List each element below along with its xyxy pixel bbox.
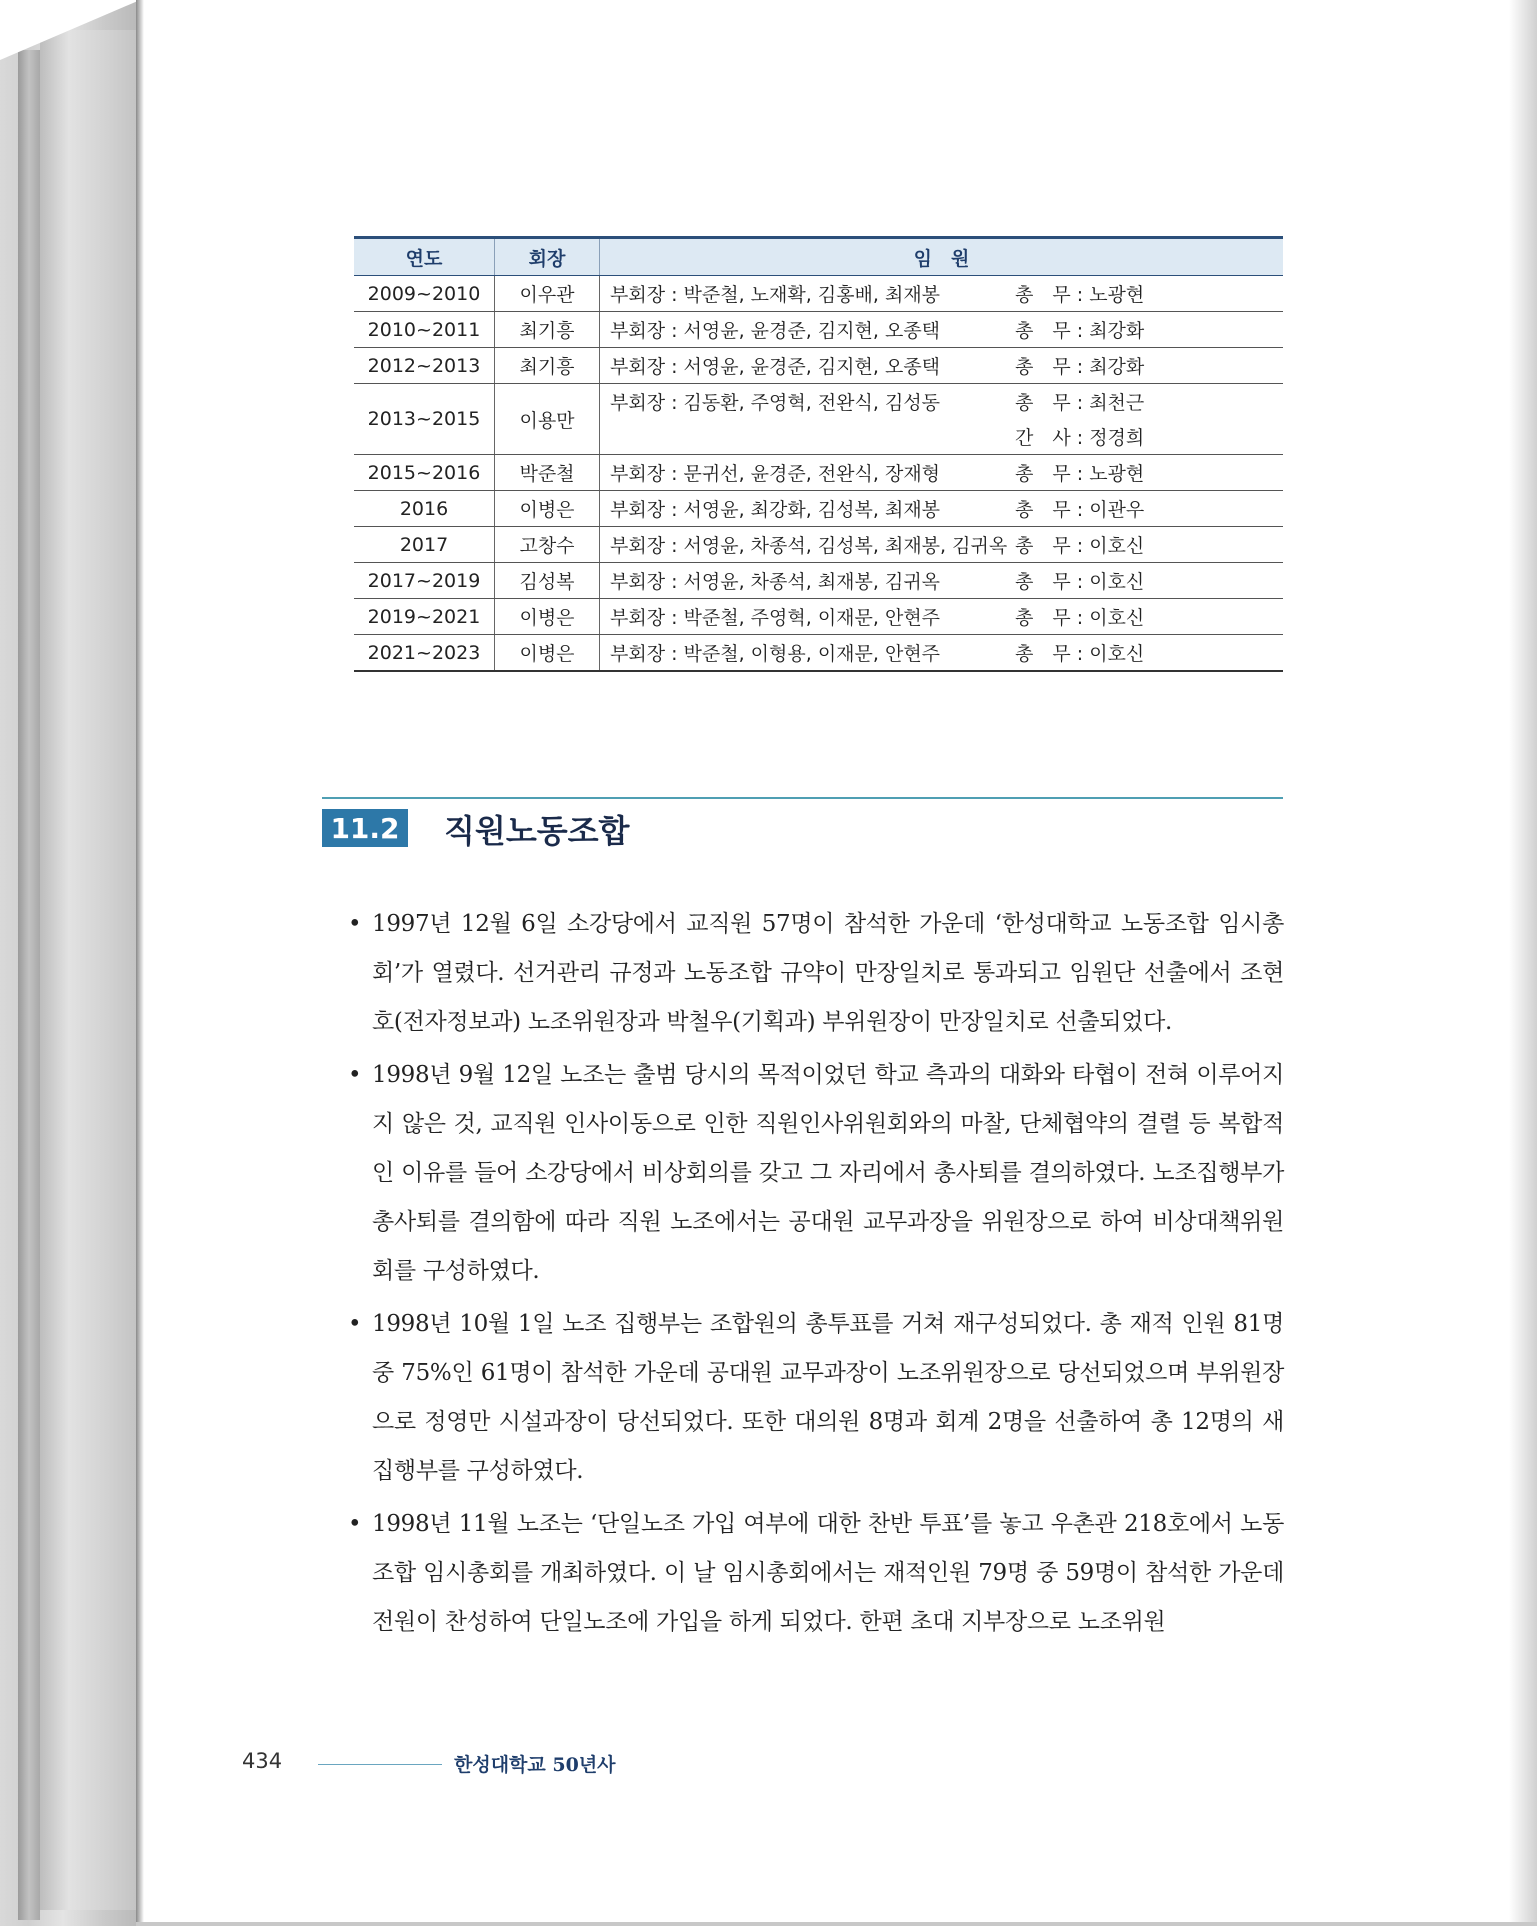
header-officers: 임 원	[600, 238, 1284, 276]
paragraph	[346, 1300, 1284, 1496]
header-president: 회장	[495, 238, 600, 276]
book-edge	[0, 0, 140, 1926]
year-cell: 2012~2013	[354, 348, 495, 384]
officers-cell	[600, 348, 1284, 384]
table-row	[354, 455, 1283, 491]
general-affairs: 총 무 : 이호신	[1015, 571, 1145, 593]
general-affairs: 총 무 : 최천근	[1015, 392, 1145, 414]
year-cell: 2013~2015	[354, 384, 495, 455]
officers-cell	[600, 491, 1284, 527]
officers-cell	[600, 276, 1284, 312]
officers-cell	[600, 527, 1284, 563]
officers-cell	[600, 599, 1284, 635]
bullet-icon: •	[348, 1511, 362, 1537]
general-affairs: 총 무 : 이호신	[1015, 643, 1145, 665]
table-row	[354, 527, 1283, 563]
year-cell: 2009~2010	[354, 276, 495, 312]
president-cell: 고창수	[495, 527, 600, 563]
year-cell: 2017	[354, 527, 495, 563]
president-cell: 최기흥	[495, 348, 600, 384]
vice-presidents: 부회장 : 문귀선, 윤경준, 전완식, 장재형	[610, 463, 941, 485]
table-header-row	[354, 238, 1283, 276]
page-bottom-edge	[136, 1922, 1537, 1926]
bullet-icon: •	[348, 911, 362, 937]
page-right-shadow	[1509, 0, 1537, 1926]
president-cell: 이용만	[495, 384, 600, 455]
officers-cell	[600, 312, 1284, 348]
president-cell: 김성복	[495, 563, 600, 599]
section-rule	[322, 797, 1283, 799]
book-spine	[18, 50, 40, 1920]
footer-rule	[318, 1764, 442, 1765]
vice-presidents: 부회장 : 박준철, 노재확, 김홍배, 최재봉	[610, 284, 941, 306]
president-cell: 이병은	[495, 635, 600, 672]
vice-presidents: 부회장 : 서영윤, 차종석, 최재봉, 김귀옥	[610, 571, 941, 593]
paragraph-text: 1998년 10월 1일 노조 집행부는 조합원의 총투표를 거쳐 재구성되었다. 총 재적 인원 81명 중 75%인 61명이 참석한 가운데 공대원 교무과장이 노조위원장으로 당선되었으며 부위원장으로 정영만 시설과장이 당선되었다. 또한 대의원 8명과 회계 2명을 선출하여 총 12명의 새 집행부를 구성하였다.	[372, 1311, 1284, 1484]
year-cell: 2019~2021	[354, 599, 495, 635]
president-cell: 박준철	[495, 455, 600, 491]
page-number: 434	[242, 1749, 283, 1773]
paragraph-text: 1998년 11월 노조는 ‘단일노조 가입 여부에 대한 찬반 투표’를 놓고 우촌관 218호에서 노동조합 임시총회를 개최하였다. 이 날 임시총회에서는 재적인원 79명 중 59명이 참석한 가운데 전원이 찬성하여 단일노조에 가입을 하게 되었다. 한편 초대 지부장으로 노조위원	[372, 1511, 1284, 1635]
table-row	[354, 348, 1283, 384]
paragraph	[346, 1051, 1284, 1296]
officers-cell	[600, 384, 1284, 455]
officers-cell	[600, 635, 1284, 672]
secretary: 간 사 : 정경희	[1015, 427, 1145, 449]
vice-presidents: 부회장 : 서영윤, 최강화, 김성복, 최재봉	[610, 499, 941, 521]
officers-cell	[600, 563, 1284, 599]
paragraph-text: 1998년 9월 12일 노조는 출범 당시의 목적이었던 학교 측과의 대화와 타협이 전혀 이루어지지 않은 것, 교직원 인사이동으로 인한 직원인사위원회와의 마찰, 단체협약의 결렬 등 복합적인 이유를 들어 소강당에서 비상회의를 갖고 그 자리에서 총사퇴를 결의하였다. 노조집행부가 총사퇴를 결의함에 따라 직원 노조에서는 공대원 교무과장을 위원장으로 하여 비상대책위원회를 구성하였다.	[372, 1062, 1284, 1284]
year-cell: 2017~2019	[354, 563, 495, 599]
general-affairs: 총 무 : 최강화	[1015, 356, 1145, 378]
table-row	[354, 491, 1283, 527]
paragraph	[346, 1500, 1284, 1647]
table-row	[354, 563, 1283, 599]
general-affairs: 총 무 : 이호신	[1015, 607, 1145, 629]
vice-presidents: 부회장 : 박준철, 이형용, 이재문, 안현주	[610, 643, 941, 665]
general-affairs: 총 무 : 이호신	[1015, 535, 1145, 557]
vice-presidents: 부회장 : 서영윤, 윤경준, 김지현, 오종택	[610, 320, 941, 342]
president-cell: 이병은	[495, 491, 600, 527]
year-cell: 2021~2023	[354, 635, 495, 672]
table-row	[354, 599, 1283, 635]
body-text	[346, 900, 1284, 1651]
page-gutter-shadow	[136, 0, 144, 1926]
bullet-icon: •	[348, 1062, 362, 1088]
year-cell: 2015~2016	[354, 455, 495, 491]
paragraph	[346, 900, 1284, 1047]
paragraph-text: 1997년 12월 6일 소강당에서 교직원 57명이 참석한 가운데 ‘한성대학교 노동조합 임시총회’가 열렸다. 선거관리 규정과 노동조합 규약이 만장일치로 통과되고 임원단 선출에서 조현호(전자정보과) 노조위원장과 박철우(기획과) 부위원장이 만장일치로 선출되었다.	[372, 911, 1284, 1035]
table-row	[354, 312, 1283, 348]
book-corner	[0, 0, 140, 60]
vice-presidents: 부회장 : 박준철, 주영혁, 이재문, 안현주	[610, 607, 941, 629]
year-cell: 2010~2011	[354, 312, 495, 348]
president-cell: 이우관	[495, 276, 600, 312]
general-affairs: 총 무 : 노광현	[1015, 463, 1145, 485]
table-row	[354, 635, 1283, 672]
bullet-icon: •	[348, 1311, 362, 1337]
page-stack	[40, 30, 136, 1910]
section-number: 11.2	[322, 809, 408, 847]
president-cell: 이병은	[495, 599, 600, 635]
general-affairs: 총 무 : 최강화	[1015, 320, 1145, 342]
table-row	[354, 276, 1283, 312]
general-affairs: 총 무 : 노광현	[1015, 284, 1145, 306]
vice-presidents: 부회장 : 김동환, 주영혁, 전완식, 김성동	[610, 392, 941, 414]
president-cell: 최기흥	[495, 312, 600, 348]
section-title: 직원노동조합	[444, 812, 630, 850]
table-row	[354, 384, 1283, 455]
footer-book-title: 한성대학교 50년사	[454, 1754, 616, 1776]
year-cell: 2016	[354, 491, 495, 527]
officers-table	[354, 236, 1283, 672]
header-year: 연도	[354, 238, 495, 276]
vice-presidents: 부회장 : 서영윤, 차종석, 김성복, 최재봉, 김귀옥	[610, 535, 1008, 557]
general-affairs: 총 무 : 이관우	[1015, 499, 1145, 521]
vice-presidents: 부회장 : 서영윤, 윤경준, 김지현, 오종택	[610, 356, 941, 378]
officers-cell	[600, 455, 1284, 491]
